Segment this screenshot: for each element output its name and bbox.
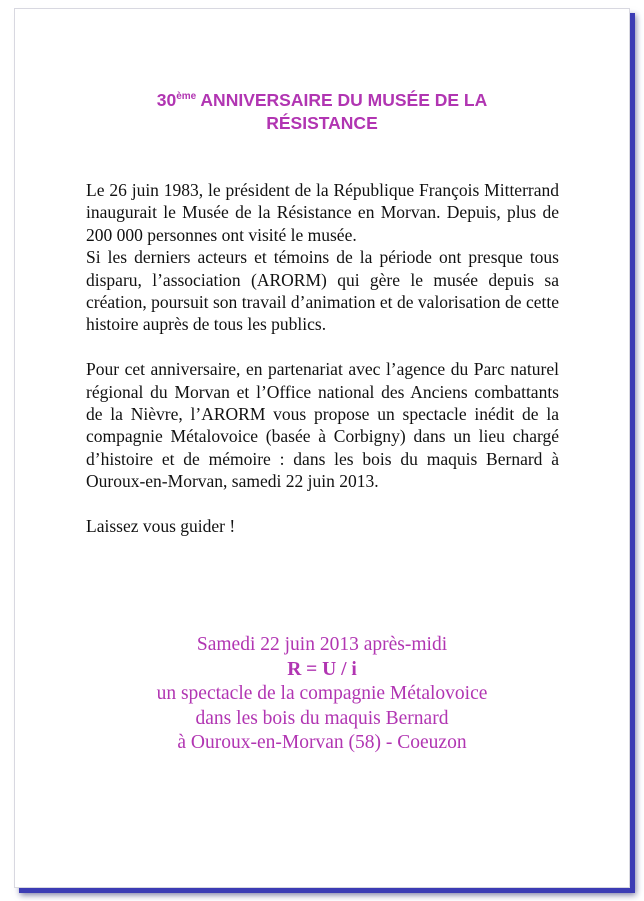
paragraph-inauguration: Le 26 juin 1983, le président de la République François Mitterrand inaugurait le Musée de la Résistance en Morvan. Depuis, plus de 200 000 personnes ont visité le musée.: [86, 180, 559, 245]
document-page: [14, 8, 630, 888]
title-line1: ANNIVERSAIRE DU MUSÉE DE LA: [196, 90, 488, 110]
event-announcement: [75, 633, 569, 756]
event-show-title: R = U / i: [287, 658, 357, 680]
paragraph-invitation: Laissez vous guider !: [86, 516, 236, 537]
event-place: dans les bois du maquis Bernard: [195, 707, 449, 729]
event-company: un spectacle de la compagnie Métalovoice: [156, 683, 488, 704]
event-town: à Ouroux-en-Morvan (58) - Coeuzon: [177, 732, 467, 753]
paragraph-anniversary: Pour cet anniversaire, en partenariat avec l’agence du Parc naturel régional du Morvan et l’Office national des Anciens combattants de la Nièvre, l’ARORM vous propose un spectacle inédit de la compagnie Métalovoice (basée à Corbigny) dans un lieu chargé d’histoire et de mémoire : dans les bois du maquis Bernard à Ouroux-en-Morvan, samedi 22 juin 2013.: [86, 359, 559, 492]
document-title: [75, 89, 569, 135]
title-line2: RÉSISTANCE: [266, 113, 378, 133]
document-body: [86, 179, 559, 537]
event-date: Samedi 22 juin 2013 après-midi: [196, 634, 448, 655]
title-superscript: ème: [176, 91, 197, 102]
paragraph-association: Si les derniers acteurs et témoins de la période ont presque tous disparu, l’association (ARORM) qui gère le musée depuis sa création, poursuit son travail d’animation et de valorisation de cette histoire auprès de tous les publics.: [86, 247, 559, 335]
title-number: 30: [156, 90, 177, 110]
